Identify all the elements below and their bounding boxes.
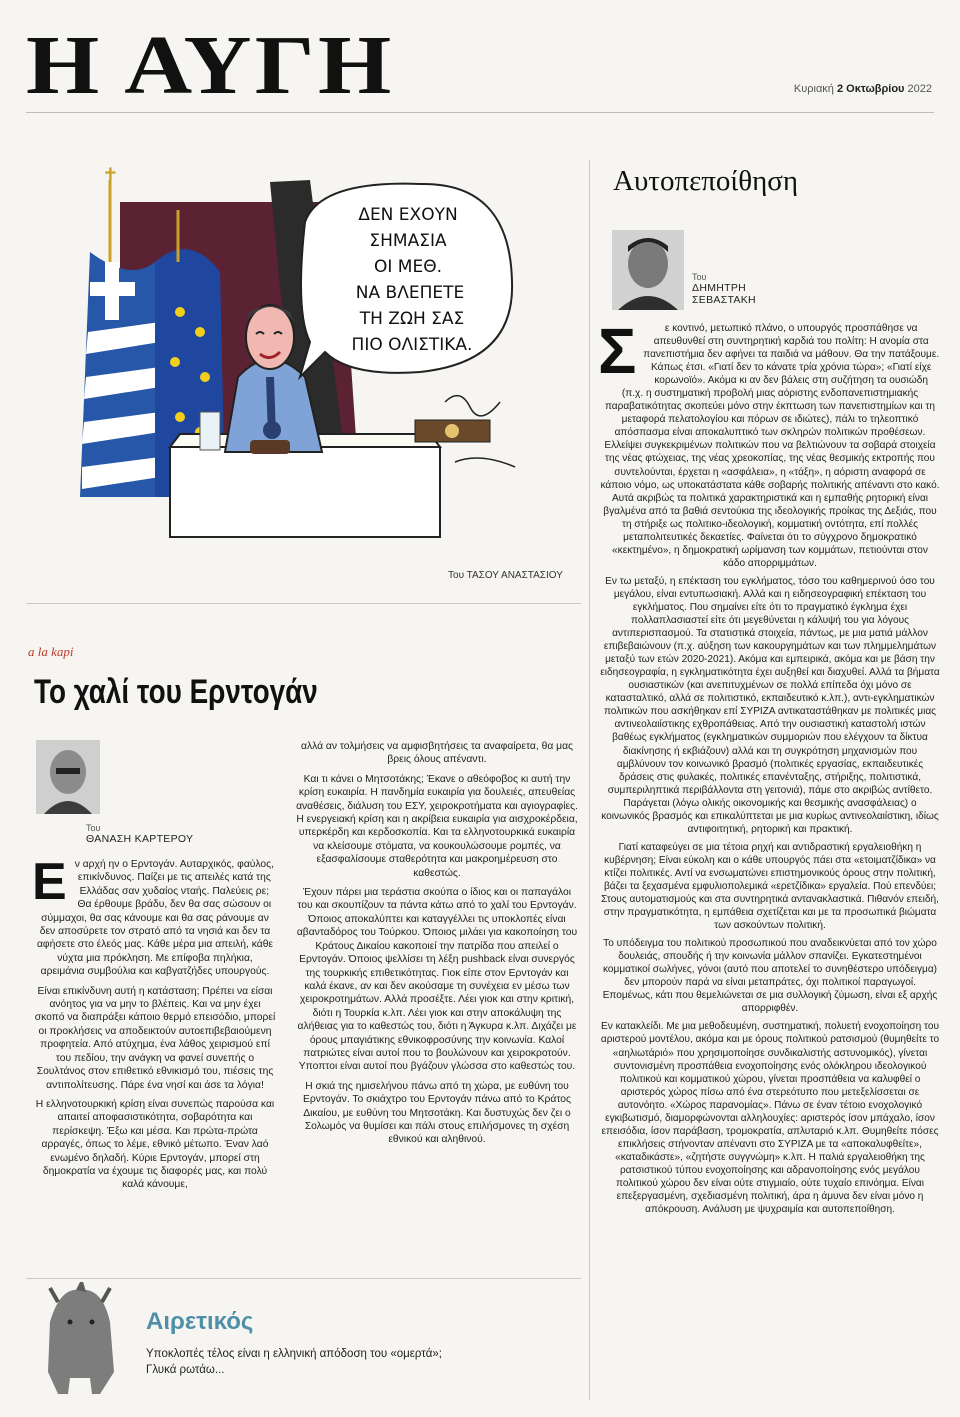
byline-prefix: Του	[692, 272, 707, 282]
column-divider	[589, 160, 590, 1400]
paragraph: Είναι επικίνδυνη αυτή η κατάσταση; Πρέπει να είσαι ανόητος για να μην το βλέπεις. Και να μην έχει σκοπό να διαπράξει κάποιο θερμό επεισόδιο, μπορεί οι προκλήσεις να αποδεικτούν αυτοεπιβεβαιούμενη προφητεία. Από ατύχημα, ένα λάθος χειρισμού επί του πεδίου, την ανάγκη να φανεί συνεπής ο Σουλτάνος στον επιθετικό εθνικισμό του, πιέσεις της αντιπολίτευσης. Πάρε ένα νησί και άσε τα λόγια!	[34, 985, 276, 1091]
speech-line: ΟΙ ΜΕΘ.	[374, 257, 442, 277]
masthead-title: Η ΑΥΓΗ	[26, 19, 395, 112]
left-byline	[86, 823, 193, 845]
author-photo	[36, 740, 100, 814]
paragraph: Εν αρχή ην ο Ερντογάν. Αυταρχικός, φαύλος, επικίνδυνος. Παίζει με τις απειλές κατά της Ελλάδας σαν χυδαίος νταής. Παλεύεις ρε; Θα έρθουμε βράδυ, δεν θα σας σώσουν οι σύμμαχοι, θα σας κάνουμε και θα σας ράνουμε αν δεν αποσύρετε τον στρατό από τα νησιά και δεν τα αφήσετε στο έλεός μας. Κάθε μέρα μια απειλή, κάθε νύχτα μια πρόκληση. Με επίφοβα πηλήκια, αρειμάνια συμβούλια και καβγατζήδες υπουργούς.	[32, 853, 274, 978]
right-article-body	[598, 315, 940, 1221]
paragraph: Η σκιά της ημισελήνου πάνω από τη χώρα, με ευθύνη του Ερντογάν. Το σκιάχτρο του Ερντογάν πάνω από το Κράτος Δικαίου, με ευθύνη του Μητσοτάκη. Και δυστυχώς δεν ζει ο Σολωμός να θυμίσει και πάλι στους επιλήσμονες τη σχέση εθνικού και αληθινού.	[303, 1080, 571, 1146]
dateline	[794, 83, 932, 95]
masthead-rule	[26, 112, 934, 113]
speech-line: ΝΑ ΒΛΕΠΕΤΕ	[355, 283, 465, 303]
author-name: ΘΑΝΑΣΗ ΚΑΡΤΕΡΟΥ	[86, 833, 194, 845]
author-last-name: ΣΕΒΑΣΤΑΚΗ	[692, 294, 756, 306]
left-article-column-2	[296, 740, 578, 1153]
paragraph: αλλά αν τολμήσεις να αμφισβητήσεις τα αναφαίρετα, θα μας βρεις όλους απέναντι.	[301, 741, 573, 766]
drop-cap: Σ	[598, 315, 637, 387]
speech-line: ΣΗΜΑΣΙΑ	[369, 231, 447, 251]
dateline-day: Κυριακή	[793, 83, 834, 95]
airetikos-title: Αιρετικός	[146, 1308, 254, 1335]
section-rule	[26, 603, 581, 604]
paragraph: Έχουν πάρει μια τεράστια σκούπα ο ίδιος και οι παπαγάλοι του και σκουπίζουν τα πάντα κάτω από το χαλί του Ερντογάν. Όποιος αποκαλύπτει και καταγγέλλει τις υποκλοπές είναι αβανταδόρος του Τούρκου. Όποιος μιλάει για κακοποίηση του Κράτους Δικαίου κακοποιεί την πατρίδα που απειλεί ο Ερντογάν. Όποιος ψελλίσει τη λέξη pushback είναι συνεργός της τουρκικής επιθετικότητας. Γιοκ είπε στον Ερντογάν και καλά έκανε, αν και δεν ακούσαμε τη συνέχεια εν μέσω των χειροκροτημάτων. Αλλά προσέξτε. Λέει γιοκ και στην κριτική, διότι η Τουρκία κ.λπ. Λέει γιοκ και στην αποκάλυψη της αλήθειας για το καθεστώς του, διότι η Άγκυρα κ.λπ. Διχάζει με όρους μπαγιάτικης εθνικοφροσύνης την κοινωνία. Καλοί πατριώτες είναι αυτοί που το βουλώνουν και χειροκροτούν. Υποπτοι είναι αυτοί που βγάζουν γλώσσα στο καθεστώς του.	[296, 887, 578, 1073]
drop-cap: Ε	[32, 853, 67, 911]
byline-prefix: Του	[86, 823, 101, 833]
author-photo	[612, 230, 684, 310]
airetikos-line: Υποκλοπές τέλος είναι η ελληνική απόδοση του «ομερτά»;	[146, 1348, 442, 1360]
speech-line: ΔΕΝ ΕΧΟΥΝ	[358, 205, 458, 225]
desk	[170, 447, 440, 537]
paragraph: Το υπόδειγμα του πολιτικού προσωπικού που αναδεικνύεται από τον χώρο δουλειάς, σπουδής ή την κοινωνία μάλλον σπανίζει. Εγκατεστημένοι κομματικοί σωλήνες, γόνοι (αυτό που αποτελεί το συνηθέστερο υπόδειγμα) δεν μπορούν παρά να είναι μεταπράτες, όχι πολιτικοί παραγωγοί. Επομένως, κάτι που θεμελιώνεται σε μια συλλογική ζύμωση, είναι εξ αρχής απορριφθέν.	[602, 938, 938, 1015]
left-article-column-1	[32, 853, 276, 1198]
dateline-year: 2022	[907, 83, 932, 95]
author-first-name: ΔΗΜΗΤΡΗ	[692, 282, 747, 294]
paragraph: Εν τω μεταξύ, η επέκταση του εγκλήματος, τόσο του καθημερινού όσο του μεγάλου, είναι εντυπωσιακή. Αλλά και η ειδησεογραφική επέκταση του εγκλήματος. Που σημαίνει είτε ότι το πραγματικό έγκλημα έχει πολλαπλασιαστεί είτε ότι μεγεθύνεται η κάλυψή του για λόγους αντιπερισπασμού. Τα στατιστικά στοιχεία, πάντως, με μια ματιά μάλλον επιβεβαιώνουν (π.χ. αύξηση των κακουργημάτων και των πλημμελημάτων μεταξύ των ετών 2020-2021). Ακόμα και εμπειρικά, ακόμα και με βάση την ειδησεογραφία, η εγκληματικότητα έχει αυξηθεί και διαχυθεί. Αλλά τα βήματα ουσιαστικών (και ανεπιτυχμένων σε πολλά επίπεδα όχι μόνο σε κατασταλτικό, αλλά σε πολιτιστικό, εκπαιδευτικό κ.λπ.), αντι-εγκληματικών πολιτικών που ασκήθηκαν επί ΣΥΡΙΖΑ αντικαταστάθηκαν με πολιτικές μιας αντινεολαιίστικης εχθροπάθειας. Από την ουσιαστική καταστολή ιστών βαθέως εγκλήματος (εγκληματικών συμμοριών που ελέγχουν τα δίκτυα διακίνησης ή εκβιάζουν) αλλά και τη συγκρότηση μηχανισμών που αμβλύνουν τον κοινωνικό βρασμό (πολιτικές εργασίας, εκπαιδευτικές δράσεις στις φυλακές, πολιτικές επανένταξης, στήριξης, πολιτιστικά, συμπεριληπτικά περιβάλλοντα στη γειτονιά), πάμε στο ακριβώς αντίθετο. Παράγεται (λόγω ολικής οικονομικής και θεσμικής ανασφάλειας) ο κοινωνικός βρασμός και επικαλύπτεται με μια κυρίως αντινεολαιίστικη, ιδίως αντιφοιτητική, ρητορική και πρακτική.	[600, 575, 940, 835]
water-glass	[200, 412, 220, 450]
cartoon-credit: Του ΤΑΣΟΥ ΑΝΑΣΤΑΣΙΟΥ	[448, 570, 563, 581]
political-cartoon	[60, 162, 575, 565]
right-byline	[692, 272, 756, 306]
left-article-title: Το χαλί του Ερντογάν	[34, 673, 318, 711]
rhino-icon	[40, 1282, 120, 1400]
paragraph: Εν κατακλείδι. Με μια μεθοδευμένη, συστηματική, πολυετή ενοχοποίηση του αριστερού μοντέλου, ακόμα και με όρους πολιτικού ρατσισμού (θυμηθείτε το «αηλιωτάριό» που χρησιμοποίησε συνδικαλιστής αστυνομικός), γίνεται συντονισμένη προσπάθεια ενοχοποίησης ενός ολόκληρου ιδεολογικού πολιτικού και κομματικού χώρου, γίνεται προσπάθεια να καλυφθεί ο αριστερός χώρος πίσω από ένα στερεότυπο που μετεξελίσσεται σε αυτονόητο. «Χώρος παρανομίας». Πάνω σε έναν τέτοιο ενοχολογικό εγκιβωτισμό, διαμορφώνονται αλληλουχίες: αριστερός ίσον μπάχαλο, ίσον επεισόδια, ίσον παράβαση, τρομοκρατία, απλυταριό κ.λπ. Θυμηθείτε πόσες επικλήσεις στήνονταν απέναντι στο ΣΥΡΙΖΑ με τα «αποκαλυφθείτε», «καταδικάστε», «ζητήστε συγγνώμη» κ.λπ. Η παλιά εργαλειοθήκη της ρατσιστικού τύπου ενοχοποίησης και αδρανοποίησης ενός μεγάλου πολιτικού χώρου δεν είναι ούτε στιγμιαίο, ούτε τυχαίο επινόημα. Είναι επεξεργασμένη, σχεδιασμένη πολιτική, άρα η άμυνα δεν είναι μόνο η απόκρουση. Ανάλυση με ψυχραιμία και αυτοπεποίθηση.	[600, 1021, 940, 1216]
section-rule	[26, 1278, 581, 1279]
svg-text:✝: ✝	[102, 163, 119, 187]
column-kicker: a la kapi	[28, 644, 74, 659]
paragraph: Γιατί καταφεύγει σε μια τέτοια ρηχή και αντιδραστική εργαλειοθήκη η κυβέρνηση; Είναι εύκολη και ο κάθε υπουργός πάει στα «ετοιματζίδικα» να κτίζει πολιτικές. Αντί να ενσωματώνει επιστημονικούς όρους στην πολιτική, βάζει τα ξεχασμένα εμφυλιοπολεμικά «ερετζίδικα» εργαλεία. Πού επενδύει; Στους αυτοματισμούς και στα συντηρητικά αντανακλαστικά. Πιθανόν επειδή, στην πραγματικότητα, η εμπάθεια σχετίζεται και με τα προσωπικά βιώματα των ασκούντων πολιτική.	[601, 841, 939, 932]
airetikos-text	[146, 1346, 586, 1378]
paragraph: Η ελληνοτουρκική κρίση είναι συνεπώς παρούσα και απαιτεί αποφασιστικότητα, σοβαρότητα και περίσκεψη. Έξω και μέσα. Και πρώτα-πρώτα αρραγές, όπως το λέμε, εθνικό μέτωπο. Έναν λαό ενωμένο δηλαδή. Κύριε Ερντογάν, μπορεί στη δημοκρατία να έχουμε τις διαφορές μας, και πολύ καλά κάνουμε,	[35, 1098, 275, 1191]
greek-flag	[80, 252, 160, 497]
airetikos-line: Γλυκά ρωτάω...	[146, 1364, 225, 1376]
speech-line: ΠΙΟ ΟΛΙΣΤΙΚΑ.	[351, 335, 473, 355]
right-article-title: Αυτοπεποίθηση	[613, 165, 799, 197]
dateline-date: 2 Οκτωβρίου	[836, 83, 905, 95]
paragraph: Και τι κάνει ο Μητσοτάκης; Έκανε ο αθεόφοβος κι αυτή την κρίση ευκαιρία. Η πανδημία ευκαιρία για δουλειές, απευθείας αναθέσεις, διάλυση του ΕΣΥ, χειροκροτήματα και αγιογραφίες. Η ενεργειακή κρίση και η ακρίβεια ευκαιρία για αισχροκέρδεια, υπερκέρδη και κερδοσκοπία. Και τα ελληνοτουρκικά ευκαιρία να κλείσουμε στόματα, να κουκουλώσουμε ρομπές, να εξασφαλίσουμε σταθερότητα και μακροημέρευση στο καθεστώς.	[296, 773, 578, 879]
speech-line: ΤΗ ΖΩΗ ΣΑΣ	[359, 309, 465, 329]
paragraph: Σ ε κοντινό, μετωπικό πλάνο, ο υπουργός προσπάθησε να απευθυνθεί στη συντηρητική καρδιά του πολίτη: Η ανομία στα πανεπιστήμια δεν αφήνει τα παιδιά να μάθουν. Θα την πατάξουμε. Κάπως έτσι. «Γιατί δεν το κάνατε τρία χρόνια τώρα»; «Γιατί είχε κορωνοϊό». Ακόμα κι αν δεν βάλεις στη συζήτηση τα ουσιώδη (π.χ. η συστηματική προβολή μιας αόριστης ενδοπανεπιστημιακής παραβατικότητας σκοπεύει μόνο στην έκπτωση των πανεπιστημίων και τη μεταφορά πελατολογίου και πόρων σε ιδιώτες), πάλι το τηλεοπτικό απόσπασμα είναι αποκαλυπτικό των σκληρών πολιτικών προθέσεων. Ελλείψει συγκεκριμένων πολιτικών που να βελτιώνουν τα σοβαρά στοιχεία της νέας φτώχειας, της νέας χρεοκοπίας, της νέας θεσμικής εκτροπής που συντελούνται, έρχεται η «ασφάλεια», η «τάξη», η αόριστη αναφορά σε κάποιο νόμο, ως υποκατάστατα κάθε σοβαρής πολιτικής απέναντι στο κακό. Αυτά ακριβώς τα πολιτικά χαρακτηριστικά και η εμπαθής ρητορική είναι βγαλμένα από τα βαθιά σεντούκια της ιδεολογικής προίκας της Δεξιάς, που τη στήριξε ως πολιτικο-ιδεολογική, κομματική οντότητα, επί πολλές μεταπολιτευτικές δεκαετίες. Φαίνεται ότι το σύγχρονο δημοκρατικό «κεκτημένο», η δημοκρατική ωρίμανση των κομμάτων, πετιούνται στον κάδο απορριμμάτων.	[598, 315, 940, 569]
